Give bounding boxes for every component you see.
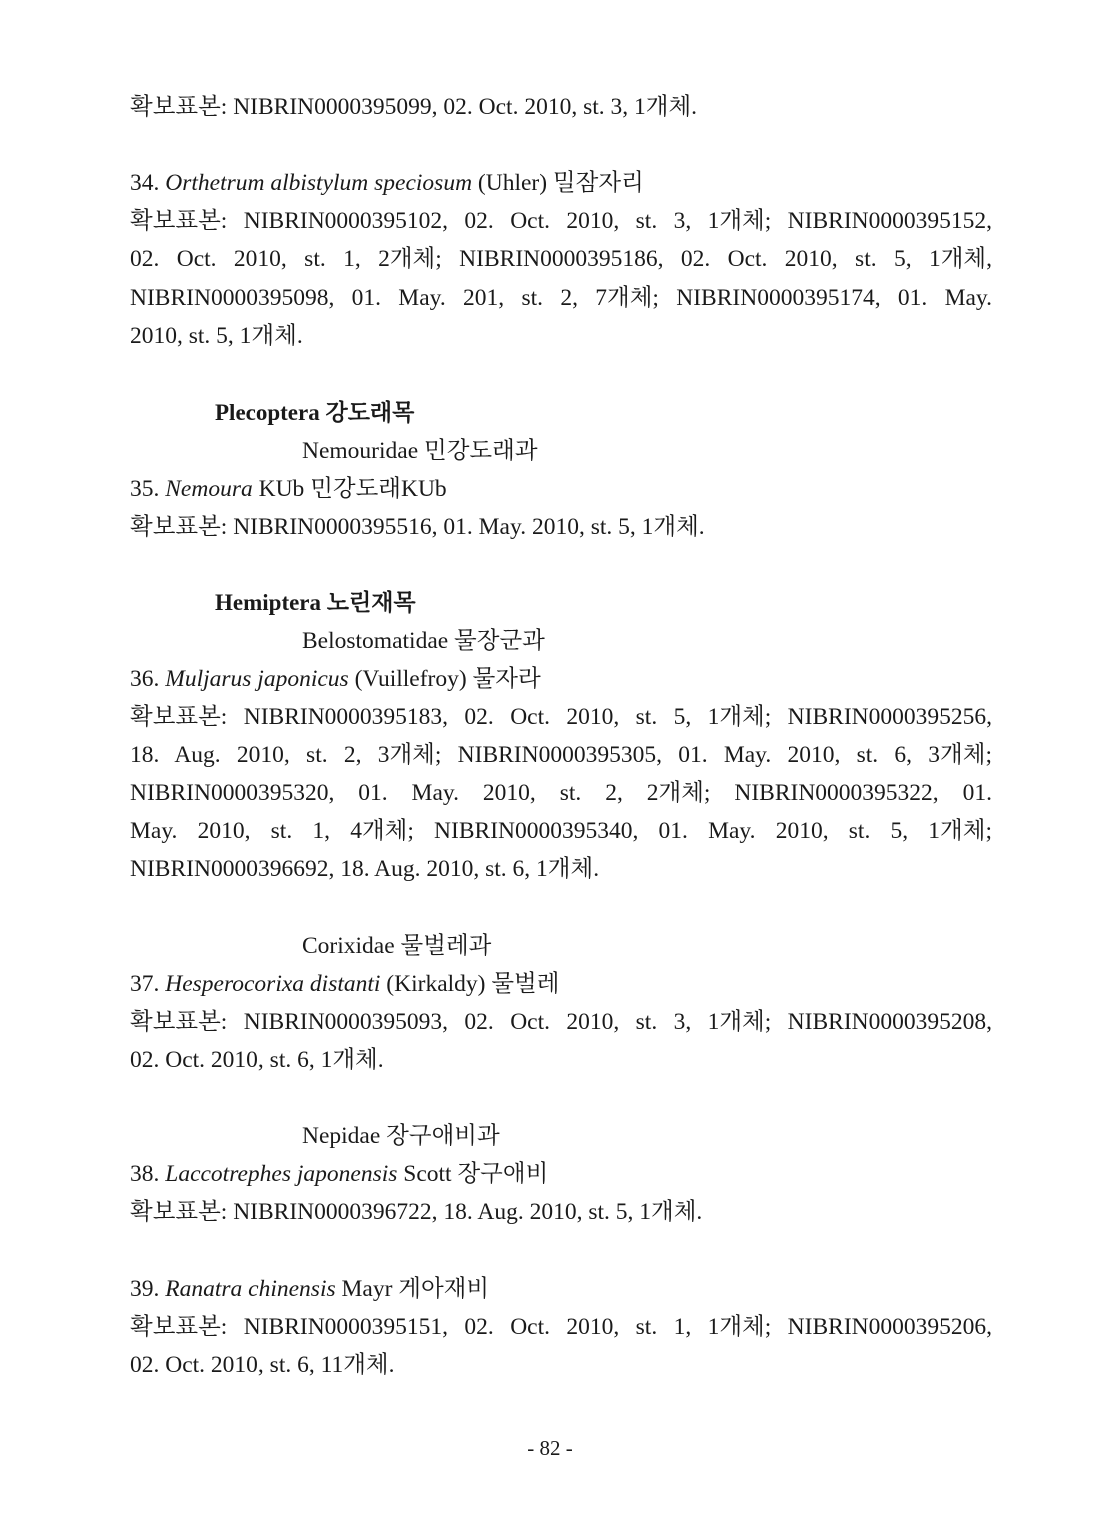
species-korean-name: 물자라 bbox=[472, 666, 541, 692]
specimen-line: 2010, st. 5, 1개체. bbox=[130, 323, 303, 349]
specimen-line: 확보표본: NIBRIN0000395102, 02. Oct. 2010, st. 3, 1개체; NIBRIN0000395152, bbox=[130, 208, 992, 234]
order-heading-hemiptera: Hemiptera 노린재목 bbox=[215, 590, 416, 615]
species-heading-38 bbox=[130, 1159, 992, 1189]
species-korean-name: 민강도래KUb bbox=[310, 476, 447, 502]
specimen-line: NIBRIN0000396692, 18. Aug. 2010, st. 6, 1개체. bbox=[130, 856, 600, 882]
species-number: 39. bbox=[130, 1276, 160, 1302]
specimen-line: May. 2010, st. 1, 4개체; NIBRIN0000395340, 01. May. 2010, st. 5, 1개체; bbox=[130, 818, 992, 844]
species-scientific-name: Orthetrum albistylum speciosum bbox=[165, 170, 473, 196]
family-heading-nepidae: Nepidae 장구애비과 bbox=[302, 1123, 500, 1149]
species-author: KUb bbox=[258, 476, 305, 502]
family-heading-belostomatidae: Belostomatidae 물장군과 bbox=[302, 628, 545, 654]
species-heading-34 bbox=[130, 168, 992, 198]
family-heading-nemouridae: Nemouridae 민강도래과 bbox=[302, 438, 538, 464]
species-number: 37. bbox=[130, 971, 160, 997]
page-number: - 82 - bbox=[527, 1436, 573, 1460]
species-heading-35 bbox=[130, 474, 992, 504]
specimen-line: 02. Oct. 2010, st. 1, 2개체; NIBRIN0000395186, 02. Oct. 2010, st. 5, 1개체, bbox=[130, 246, 992, 272]
family-heading-corixidae: Corixidae 물벌레과 bbox=[302, 933, 492, 959]
specimen-line: 02. Oct. 2010, st. 6, 11개체. bbox=[130, 1352, 395, 1378]
species-author: (Vuillefroy) bbox=[354, 666, 467, 692]
species-korean-name: 물벌레 bbox=[491, 971, 560, 997]
specimen-line: 확보표본: NIBRIN0000395093, 02. Oct. 2010, st. 3, 1개체; NIBRIN0000395208, bbox=[130, 1009, 992, 1035]
species-korean-name: 게아재비 bbox=[398, 1276, 490, 1302]
specimen-line: 확보표본: NIBRIN0000395151, 02. Oct. 2010, st. 1, 1개체; NIBRIN0000395206, bbox=[130, 1314, 992, 1340]
species-heading-39 bbox=[130, 1274, 992, 1304]
species-scientific-name: Laccotrephes japonensis bbox=[165, 1161, 398, 1187]
specimen-line: 02. Oct. 2010, st. 6, 1개체. bbox=[130, 1047, 384, 1073]
species-heading-36 bbox=[130, 664, 992, 694]
specimen-line: NIBRIN0000395320, 01. May. 2010, st. 2, 2개체; NIBRIN0000395322, 01. bbox=[130, 780, 992, 806]
species-korean-name: 장구애비 bbox=[457, 1161, 549, 1187]
specimen-line: 확보표본: NIBRIN0000395099, 02. Oct. 2010, st. 3, 1개체. bbox=[130, 94, 698, 120]
species-number: 35. bbox=[130, 476, 160, 502]
species-author: (Uhler) bbox=[477, 170, 548, 196]
specimen-line: 18. Aug. 2010, st. 2, 3개체; NIBRIN0000395305, 01. May. 2010, st. 6, 3개체; bbox=[130, 742, 992, 768]
specimen-line: 확보표본: NIBRIN0000395183, 02. Oct. 2010, st. 5, 1개체; NIBRIN0000395256, bbox=[130, 704, 992, 730]
species-scientific-name: Hesperocorixa distanti bbox=[165, 971, 381, 997]
species-author: Scott bbox=[403, 1161, 452, 1187]
species-scientific-name: Muljarus japonicus bbox=[165, 666, 349, 692]
species-heading-37 bbox=[130, 969, 992, 999]
order-heading-plecoptera: Plecoptera 강도래목 bbox=[215, 400, 415, 425]
species-author: Mayr bbox=[341, 1276, 393, 1302]
specimen-line: 확보표본: NIBRIN0000395516, 01. May. 2010, st. 5, 1개체. bbox=[130, 514, 705, 540]
species-number: 36. bbox=[130, 666, 160, 692]
species-scientific-name: Ranatra chinensis bbox=[165, 1276, 336, 1302]
species-number: 38. bbox=[130, 1161, 160, 1187]
specimen-line: 확보표본: NIBRIN0000396722, 18. Aug. 2010, st. 5, 1개체. bbox=[130, 1199, 703, 1225]
species-korean-name: 밀잠자리 bbox=[552, 170, 644, 196]
specimen-line: NIBRIN0000395098, 01. May. 201, st. 2, 7개체; NIBRIN0000395174, 01. May. bbox=[130, 285, 992, 311]
species-number: 34. bbox=[130, 170, 160, 196]
species-scientific-name: Nemoura bbox=[165, 476, 253, 502]
species-author: (Kirkaldy) bbox=[386, 971, 486, 997]
